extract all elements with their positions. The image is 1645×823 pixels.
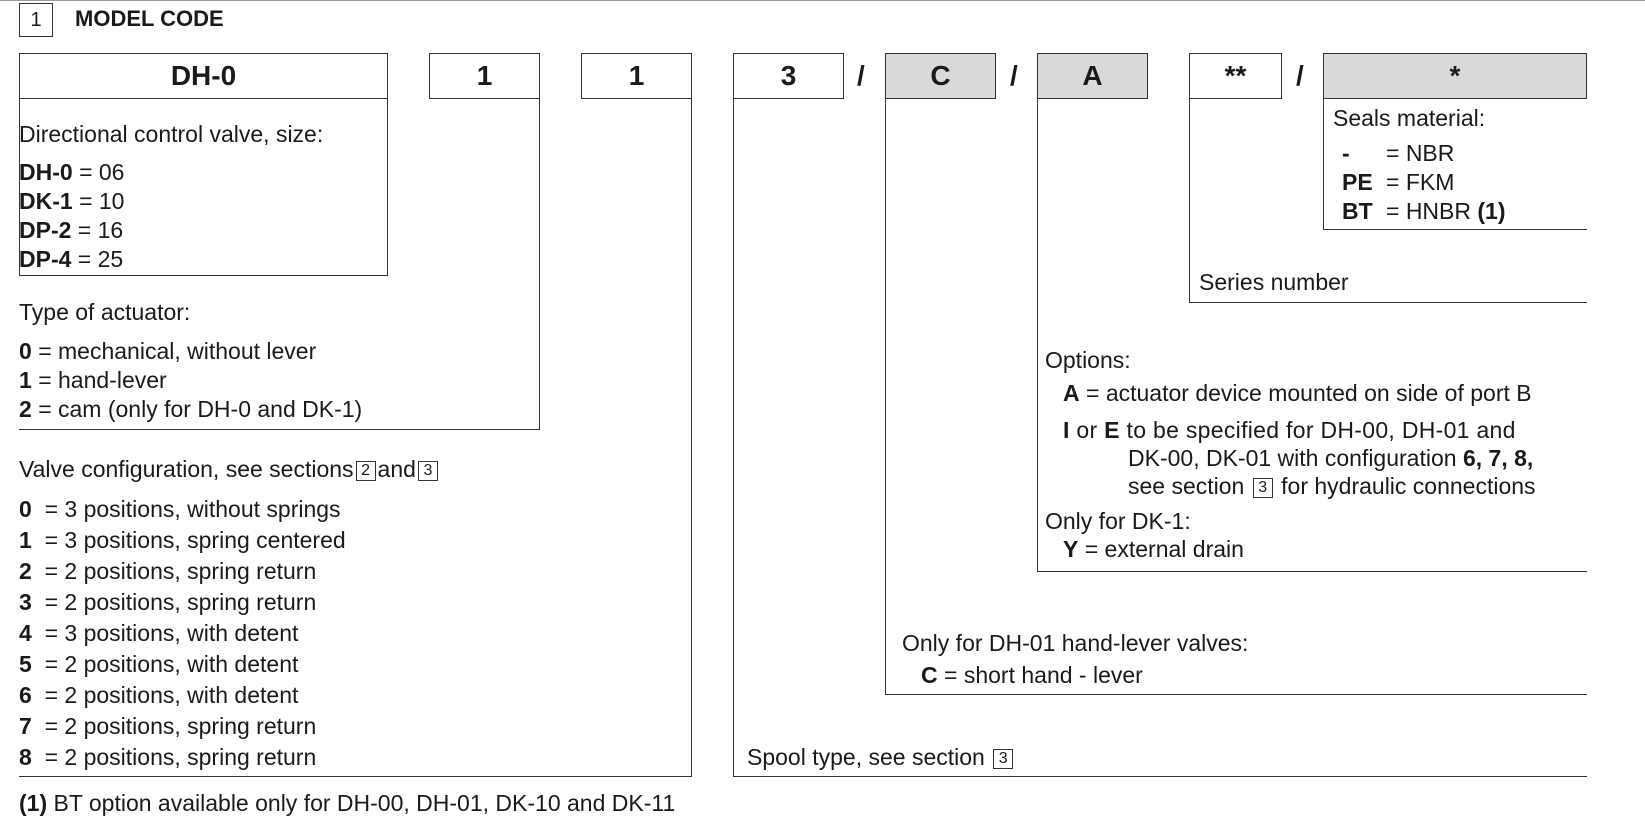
- config-item: 2 = 2 positions, spring return: [19, 558, 317, 584]
- options-title: Options:: [1045, 347, 1131, 373]
- config-item: 6 = 2 positions, with detent: [19, 682, 299, 708]
- connector-line: [733, 99, 734, 776]
- footnote: (1) BT option available only for DH-00, DH-01, DK-10 and DK-11: [19, 790, 676, 816]
- connector-line: [387, 99, 388, 275]
- connector-line: [885, 694, 1587, 695]
- config-item: 7 = 2 positions, spring return: [19, 713, 317, 739]
- series-number-label: Series number: [1199, 269, 1349, 295]
- config-item: 4 = 3 positions, with detent: [19, 620, 299, 646]
- code-box-configuration: 1: [581, 53, 692, 99]
- separator-slash: /: [1010, 60, 1018, 91]
- config-title: Valve configuration, see sections 2 and 3: [19, 455, 440, 483]
- option-ie-line3: see section 3 for hydraulic connections: [1128, 473, 1536, 499]
- code-box-seals: *: [1323, 53, 1587, 99]
- size-item: DP-4 = 25: [19, 246, 124, 272]
- separator-slash: /: [1296, 60, 1304, 91]
- code-box-actuator: 1: [429, 53, 540, 99]
- section-number-badge: 1: [19, 3, 53, 37]
- actuator-item: 2 = cam (only for DH-0 and DK-1): [19, 396, 363, 422]
- config-item: 1 = 3 positions, spring centered: [19, 527, 346, 553]
- seals-item: BT = HNBR (1): [1342, 198, 1506, 224]
- top-rule: [0, 0, 1645, 1]
- section-ref: 3: [1253, 478, 1273, 498]
- size-item: DP-2 = 16: [19, 217, 124, 243]
- section-ref: 3: [418, 461, 438, 481]
- connector-line: [539, 99, 540, 429]
- actuator-title: Type of actuator:: [19, 299, 191, 325]
- code-box-series: **: [1189, 53, 1282, 99]
- connector-line: [1189, 99, 1190, 302]
- connector-line: [19, 275, 388, 276]
- section-ref: 2: [356, 461, 376, 481]
- config-item: 0 = 3 positions, without springs: [19, 496, 341, 522]
- code-box-options: A: [1037, 53, 1148, 99]
- separator-slash: /: [857, 60, 865, 91]
- size-item: DH-0 = 06: [19, 159, 125, 185]
- section-ref: 3: [993, 749, 1013, 769]
- actuator-item: 1 = hand-lever: [19, 367, 167, 393]
- connector-line: [733, 776, 1587, 777]
- option-ie-line2: DK-00, DK-01 with configuration 6, 7, 8,: [1128, 445, 1534, 471]
- options-dk-title: Only for DK-1:: [1045, 508, 1191, 534]
- actuator-item: 0 = mechanical, without lever: [19, 338, 317, 364]
- code-box-spool: 3: [733, 53, 844, 99]
- option-y: Y = external drain: [1063, 536, 1244, 562]
- option-a: A = actuator device mounted on side of port B: [1063, 380, 1532, 406]
- connector-line: [19, 429, 540, 430]
- lever-title: Only for DH-01 hand-lever valves:: [902, 630, 1249, 656]
- connector-line: [885, 99, 886, 694]
- connector-line: [19, 776, 692, 777]
- seals-item: - = NBR: [1342, 140, 1455, 166]
- config-item: 3 = 2 positions, spring return: [19, 589, 317, 615]
- connector-line: [691, 99, 692, 776]
- size-item: DK-1 = 10: [19, 188, 125, 214]
- connector-line: [1189, 302, 1587, 303]
- code-box-size: DH-0: [19, 53, 388, 99]
- size-title: Directional control valve, size:: [19, 121, 324, 147]
- connector-line: [1323, 229, 1587, 230]
- option-ie: I or E to be specified for DH-00, DH-01 and: [1063, 417, 1516, 443]
- connector-line: [1037, 99, 1038, 571]
- lever-item: C = short hand - lever: [921, 662, 1143, 688]
- connector-line: [1323, 99, 1324, 229]
- code-box-lever: C: [885, 53, 996, 99]
- connector-line: [1037, 571, 1587, 572]
- config-item: 5 = 2 positions, with detent: [19, 651, 299, 677]
- seals-item: PE = FKM: [1342, 169, 1455, 195]
- spool-type-label: Spool type, see section 3: [747, 743, 1015, 771]
- seals-title: Seals material:: [1333, 105, 1486, 131]
- section-title: MODEL CODE: [75, 6, 224, 31]
- config-item: 8 = 2 positions, spring return: [19, 744, 317, 770]
